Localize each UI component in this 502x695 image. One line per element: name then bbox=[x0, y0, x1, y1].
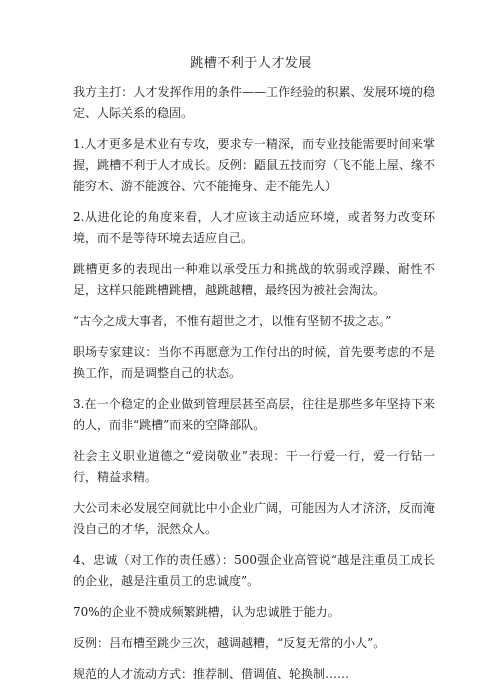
paragraph-big-company: 大公司未必发展空间就比中小企业广阔，可能因为人才济济，反而淹没自己的才华，泯然众人。 bbox=[73, 501, 435, 536]
document-title: 跳槽不利于人才发展 bbox=[190, 56, 312, 71]
paragraph-job-hopping-weakness: 跳槽更多的表现出一种难以承受压力和挑战的软弱或浮躁、耐性不足，这样只能跳槽跳槽，越跳越糟，最终因为被社会淘汰。 bbox=[73, 262, 435, 297]
paragraph-point-2: 2.从进化论的角度来看，人才应该主动适应环境，或者努力改变环境，而不是等待环境去适应自己。 bbox=[73, 210, 435, 245]
paragraph-main-argument: 我方主打：人才发挥作用的条件——工作经验的积累、发展环境的稳定、人际关系的稳固。 bbox=[73, 85, 435, 120]
paragraph-point-4: 4、忠诚（对工作的责任感）：500强企业高管说“越是注重员工成长的企业，越是注重员工的忠诚度”。 bbox=[73, 553, 435, 588]
paragraph-point-3: 3.在一个稳定的企业做到管理层甚至高层，往往是那些多年坚持下来的人，而非“跳槽”而来的空降部队。 bbox=[73, 397, 435, 432]
paragraph-statistic: 70%的企业不赞成频繁跳槽，认为忠诚胜于能力。 bbox=[73, 605, 340, 619]
document-body bbox=[73, 82, 435, 695]
paragraph-quote: “古今之成大事者，不惟有超世之才，以惟有坚韧不拔之志。” bbox=[73, 314, 392, 328]
paragraph-professional-ethics: 社会主义职业道德之“爱岗敬业”表现：干一行爱一行，爱一行钻一行，精益求精。 bbox=[73, 449, 435, 484]
paragraph-counter-example: 反例：吕布槽至跳少三次，越调越糟，“反复无常的小人”。 bbox=[73, 636, 386, 650]
paragraph-talent-flow: 规范的人才流动方式：推荐制、借调值、轮换制…… bbox=[73, 667, 350, 681]
paragraph-point-1: 1.人才更多是术业有专攻，要求专一精深，而专业技能需要时间来掌握，跳槽不利于人才成长。反例：鼯鼠五技而穷（飞不能上屋、缘不能穷木、游不能渡谷、穴不能掩身、走不能先人） bbox=[73, 137, 435, 193]
paragraph-expert-advice: 职场专家建议：当你不再愿意为工作付出的时候，首先要考虑的不是换工作，而是调整自己的状态。 bbox=[73, 345, 435, 380]
